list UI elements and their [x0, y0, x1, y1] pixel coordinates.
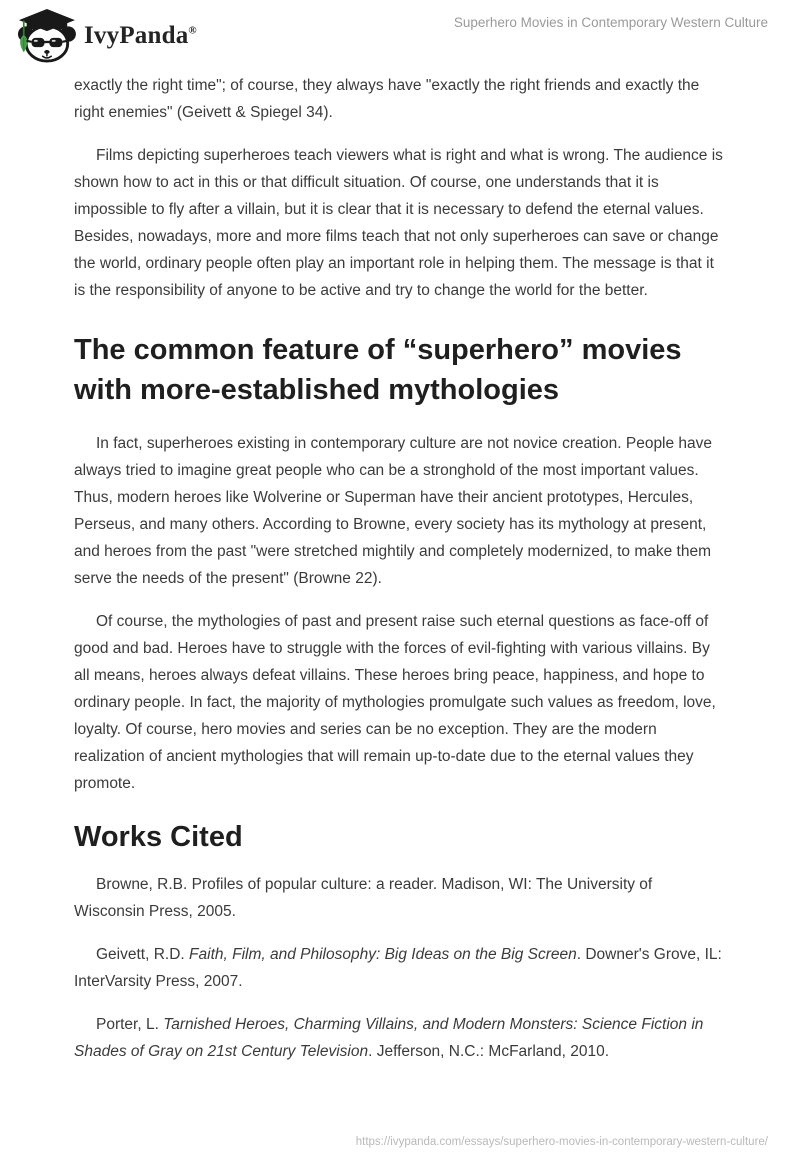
citation-title: Tarnished Heroes, Charming Villains, and Modern Monsters: Science Fiction in Shades of Gray on 21st Century Television	[74, 1016, 704, 1060]
citation-entry	[74, 1011, 724, 1065]
citation-text: Browne, R.B. Profiles of popular culture: a reader. Madison, WI: The University of Wisconsin Press, 2005.	[74, 876, 653, 920]
essay-content	[74, 72, 724, 1081]
citation-title: Faith, Film, and Philosophy: Big Ideas on the Big Screen	[189, 946, 577, 963]
citation-text: . Downer's Grove, IL: InterVarsity Press, 2007.	[74, 946, 722, 990]
citation-text: Porter, L.	[96, 1016, 164, 1033]
brand-name-text: IvyPanda	[84, 22, 189, 49]
works-cited-heading: Works Cited	[74, 821, 243, 853]
paragraph-continuation: exactly the right time"; of course, they always have "exactly the right friends and exactly the right enemies" (Geivett & Spiegel 34).	[74, 77, 700, 121]
running-head-title: Superhero Movies in Contemporary Western Culture	[453, 15, 768, 30]
citation-text: Geivett, R.D.	[96, 946, 190, 963]
citation-entry	[74, 871, 724, 925]
page-header	[0, 0, 800, 68]
citation-text: . Jefferson, N.C.: McFarland, 2010.	[368, 1043, 610, 1060]
citation-entry	[74, 941, 724, 995]
brand-name	[84, 22, 197, 50]
section-heading: The common feature of “superhero” movies with more-established mythologies	[74, 334, 682, 406]
source-url-link[interactable]: https://ivypanda.com/essays/superhero-movies-in-contemporary-western-culture/	[355, 1136, 768, 1148]
paragraph: Of course, the mythologies of past and present raise such eternal questions as face-off of good and bad. Heroes have to struggle with the forces of evil-fighting with various villains. By all means, heroes always defeat villains. These heroes bring peace, happiness, and hope to ordinary people. In fact, the majority of mythologies promulgate such values as freedom, love, loyalty. Of course, hero movies and series can be no exception. They are the modern realization of ancient mythologies that will remain up-to-date due to the eternal values they promote.	[74, 613, 716, 792]
ivypanda-logo[interactable]	[14, 8, 197, 64]
paragraph: Films depicting superheroes teach viewers what is right and what is wrong. The audience is shown how to act in this or that difficult situation. Of course, one understands that it is impossible to fly after a villain, but it is clear that it is necessary to defend the eternal values. Besides, nowadays, more and more films teach that not only superheroes can save or change the world, ordinary people often play an important role in helping them. The message is that it is the responsibility of anyone to be active and try to change the world for the better.	[74, 147, 723, 299]
panda-graduate-icon	[14, 8, 76, 64]
paragraph: In fact, superheroes existing in contemporary culture are not novice creation. People have always tried to imagine great people who can be a stronghold of the most important values. Thus, modern heroes like Wolverine or Superman have their ancient prototypes, Hercules, Perseus, and many others. According to Browne, every society has its mythology at present, and heroes from the past "were stretched mightily and completely modernized, to make them serve the needs of the present" (Browne 22).	[74, 435, 713, 587]
registered-trademark-symbol: ®	[188, 24, 197, 37]
